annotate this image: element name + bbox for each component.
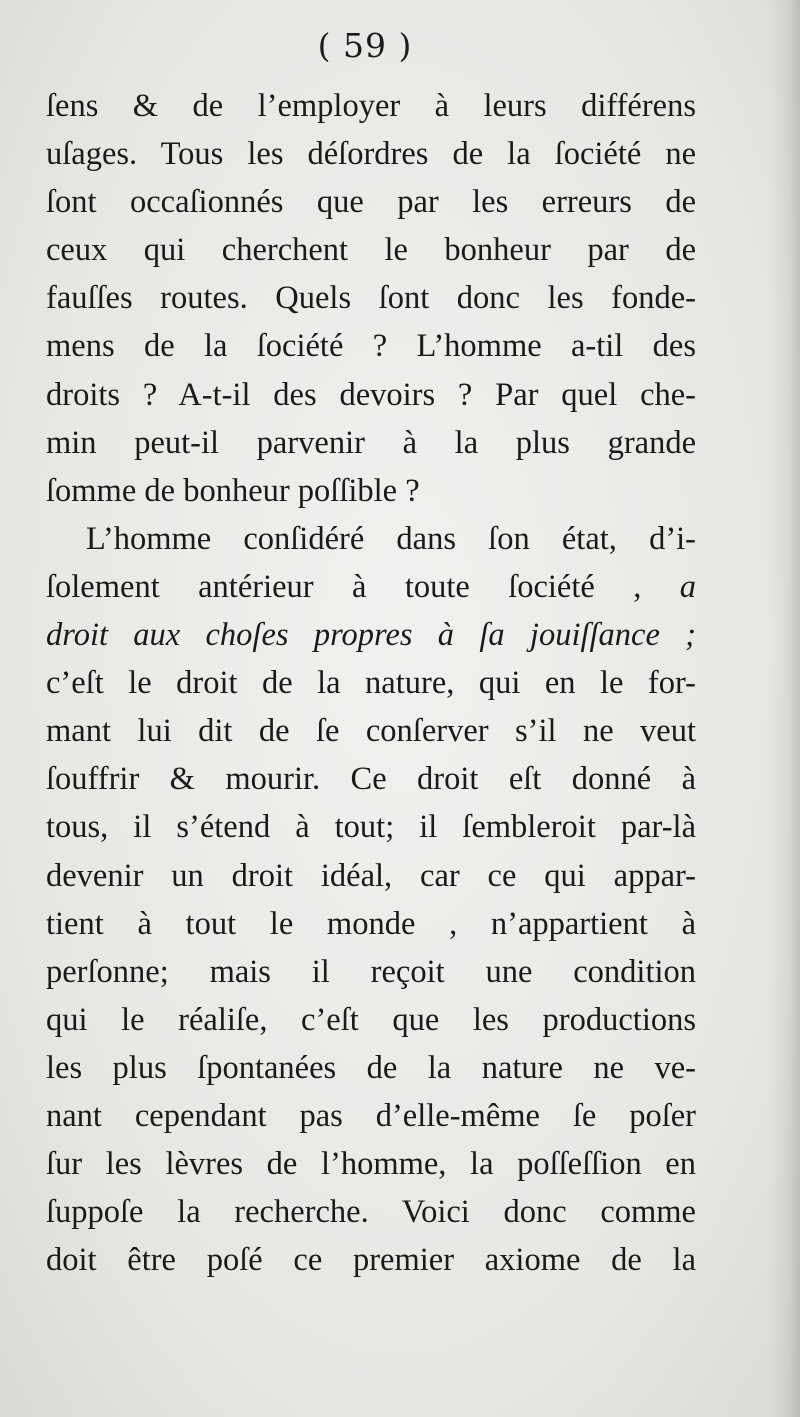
italic-segment: a (679, 568, 696, 605)
text-segment: ſolement antérieur à toute ſociété , (46, 568, 680, 605)
text-line: perſonne; mais il reçoit une condition (46, 953, 696, 990)
text-line: ſont occaſionnés que par les erreurs de (46, 184, 696, 221)
text-line (46, 563, 696, 611)
text-line: les plus ſpontanées de la nature ne ve- (46, 1049, 696, 1086)
body-text (46, 82, 696, 1284)
text-line: qui le réaliſe, c’eſt que les productions (46, 1001, 696, 1038)
text-line: tous, il s’étend à tout; il ſembleroit par-là (46, 809, 696, 846)
italic-line: droit aux choſes propres à ſa jouiſſance ; (46, 617, 696, 654)
paragraph-start-line: L’homme conſidéré dans ſon état, d’i- (86, 520, 696, 557)
text-line: tient à tout le monde , n’appartient à (46, 905, 696, 942)
paragraph-end-line: ſomme de bonheur poſſible ? (46, 472, 420, 509)
text-line: mens de la ſociété ? L’homme a-til des (46, 328, 696, 365)
text-line: ſens & de l’employer à leurs différens (46, 88, 696, 124)
text-line: droits ? A-t-il des devoirs ? Par quel che- (46, 376, 696, 413)
text-line: uſages. Tous les déſordres de la ſociété ne (46, 136, 696, 173)
text-line: fauſſes routes. Quels ſont donc les fonde- (46, 280, 696, 317)
text-line: nant cependant pas d’elle-même ſe poſer (46, 1097, 696, 1134)
text-line: c’eſt le droit de la nature, qui en le for- (46, 665, 696, 702)
text-line: ſuppoſe la recherche. Voici donc comme (46, 1194, 696, 1231)
text-line: ceux qui cherchent le bonheur par de (46, 232, 696, 269)
text-line: min peut-il parvenir à la plus grande (46, 424, 696, 461)
text-line: ſouffrir & mourir. Ce droit eſt donné à (46, 761, 696, 798)
text-line: mant lui dit de ſe conſerver s’il ne veut (46, 713, 696, 750)
text-line: ſur les lèvres de l’homme, la poſſeſſion en (46, 1146, 696, 1183)
text-line: doit être poſé ce premier axiome de la (46, 1242, 696, 1279)
page-gutter-shadow (770, 0, 800, 1417)
text-line: devenir un droit idéal, car ce qui appar- (46, 857, 696, 894)
page-number: ( 59 ) (317, 26, 413, 65)
